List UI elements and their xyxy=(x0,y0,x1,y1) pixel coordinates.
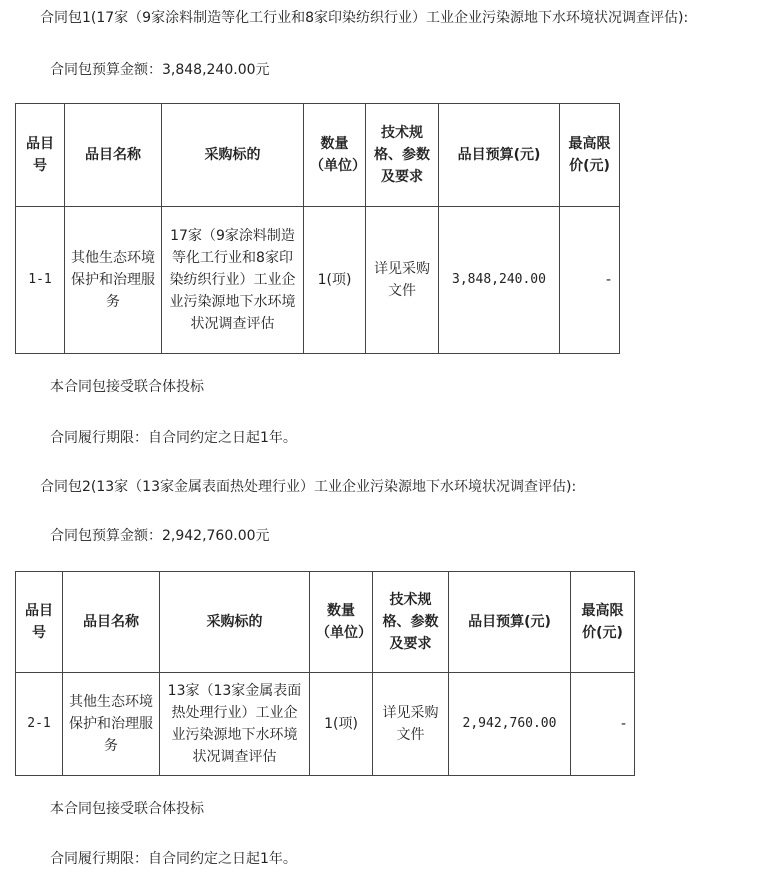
header-item-no: 品目号 xyxy=(16,572,63,673)
cell-spec: 详见采购文件 xyxy=(366,207,439,354)
cell-subject: 13家（13家金属表面热处理行业）工业企业污染源地下水环境状况调查评估 xyxy=(160,673,310,776)
table-row xyxy=(16,207,620,354)
package-1-period: 合同履行期限：自合同约定之日起1年。 xyxy=(50,430,297,446)
package-1-budget: 合同包预算金额：3,848,240.00元 xyxy=(50,62,270,78)
header-max-price: 最高限价(元) xyxy=(560,104,620,207)
table-row xyxy=(16,673,635,776)
header-max-price: 最高限价(元) xyxy=(571,572,635,673)
package-1-joint-bid: 本合同包接受联合体投标 xyxy=(50,379,204,395)
cell-item-no: 2-1 xyxy=(16,673,63,776)
package-2-period: 合同履行期限：自合同约定之日起1年。 xyxy=(50,851,297,867)
header-spec: 技术规格、参数及要求 xyxy=(366,104,439,207)
package-1-title: 合同包1(17家（9家涂料制造等化工行业和8家印染纺织行业）工业企业污染源地下水环境状况调查评估): xyxy=(40,10,689,26)
cell-subject: 17家（9家涂料制造等化工行业和8家印染纺织行业）工业企业污染源地下水环境状况调查评估 xyxy=(162,207,304,354)
header-quantity: 数量（单位） xyxy=(310,572,373,673)
package-2-title: 合同包2(13家（13家金属表面热处理行业）工业企业污染源地下水环境状况调查评估): xyxy=(40,479,577,495)
header-item-name: 品目名称 xyxy=(65,104,162,207)
table-header-row xyxy=(16,572,635,673)
header-item-no: 品目号 xyxy=(16,104,65,207)
package-2-budget: 合同包预算金额：2,942,760.00元 xyxy=(50,528,270,544)
cell-max-price: - xyxy=(560,207,620,354)
package-2-table xyxy=(15,571,635,776)
header-quantity: 数量（单位） xyxy=(304,104,366,207)
cell-quantity: 1(项) xyxy=(310,673,373,776)
cell-max-price: - xyxy=(571,673,635,776)
header-subject: 采购标的 xyxy=(160,572,310,673)
header-spec: 技术规格、参数及要求 xyxy=(373,572,449,673)
cell-budget: 3,848,240.00 xyxy=(439,207,560,354)
cell-item-name: 其他生态环境保护和治理服务 xyxy=(65,207,162,354)
cell-spec: 详见采购文件 xyxy=(373,673,449,776)
package-1-table xyxy=(15,103,620,354)
header-item-name: 品目名称 xyxy=(63,572,160,673)
cell-item-no: 1-1 xyxy=(16,207,65,354)
cell-budget: 2,942,760.00 xyxy=(449,673,571,776)
header-budget: 品目预算(元) xyxy=(449,572,571,673)
table-header-row xyxy=(16,104,620,207)
cell-item-name: 其他生态环境保护和治理服务 xyxy=(63,673,160,776)
package-2-joint-bid: 本合同包接受联合体投标 xyxy=(50,801,204,817)
header-subject: 采购标的 xyxy=(162,104,304,207)
header-budget: 品目预算(元) xyxy=(439,104,560,207)
cell-quantity: 1(项) xyxy=(304,207,366,354)
